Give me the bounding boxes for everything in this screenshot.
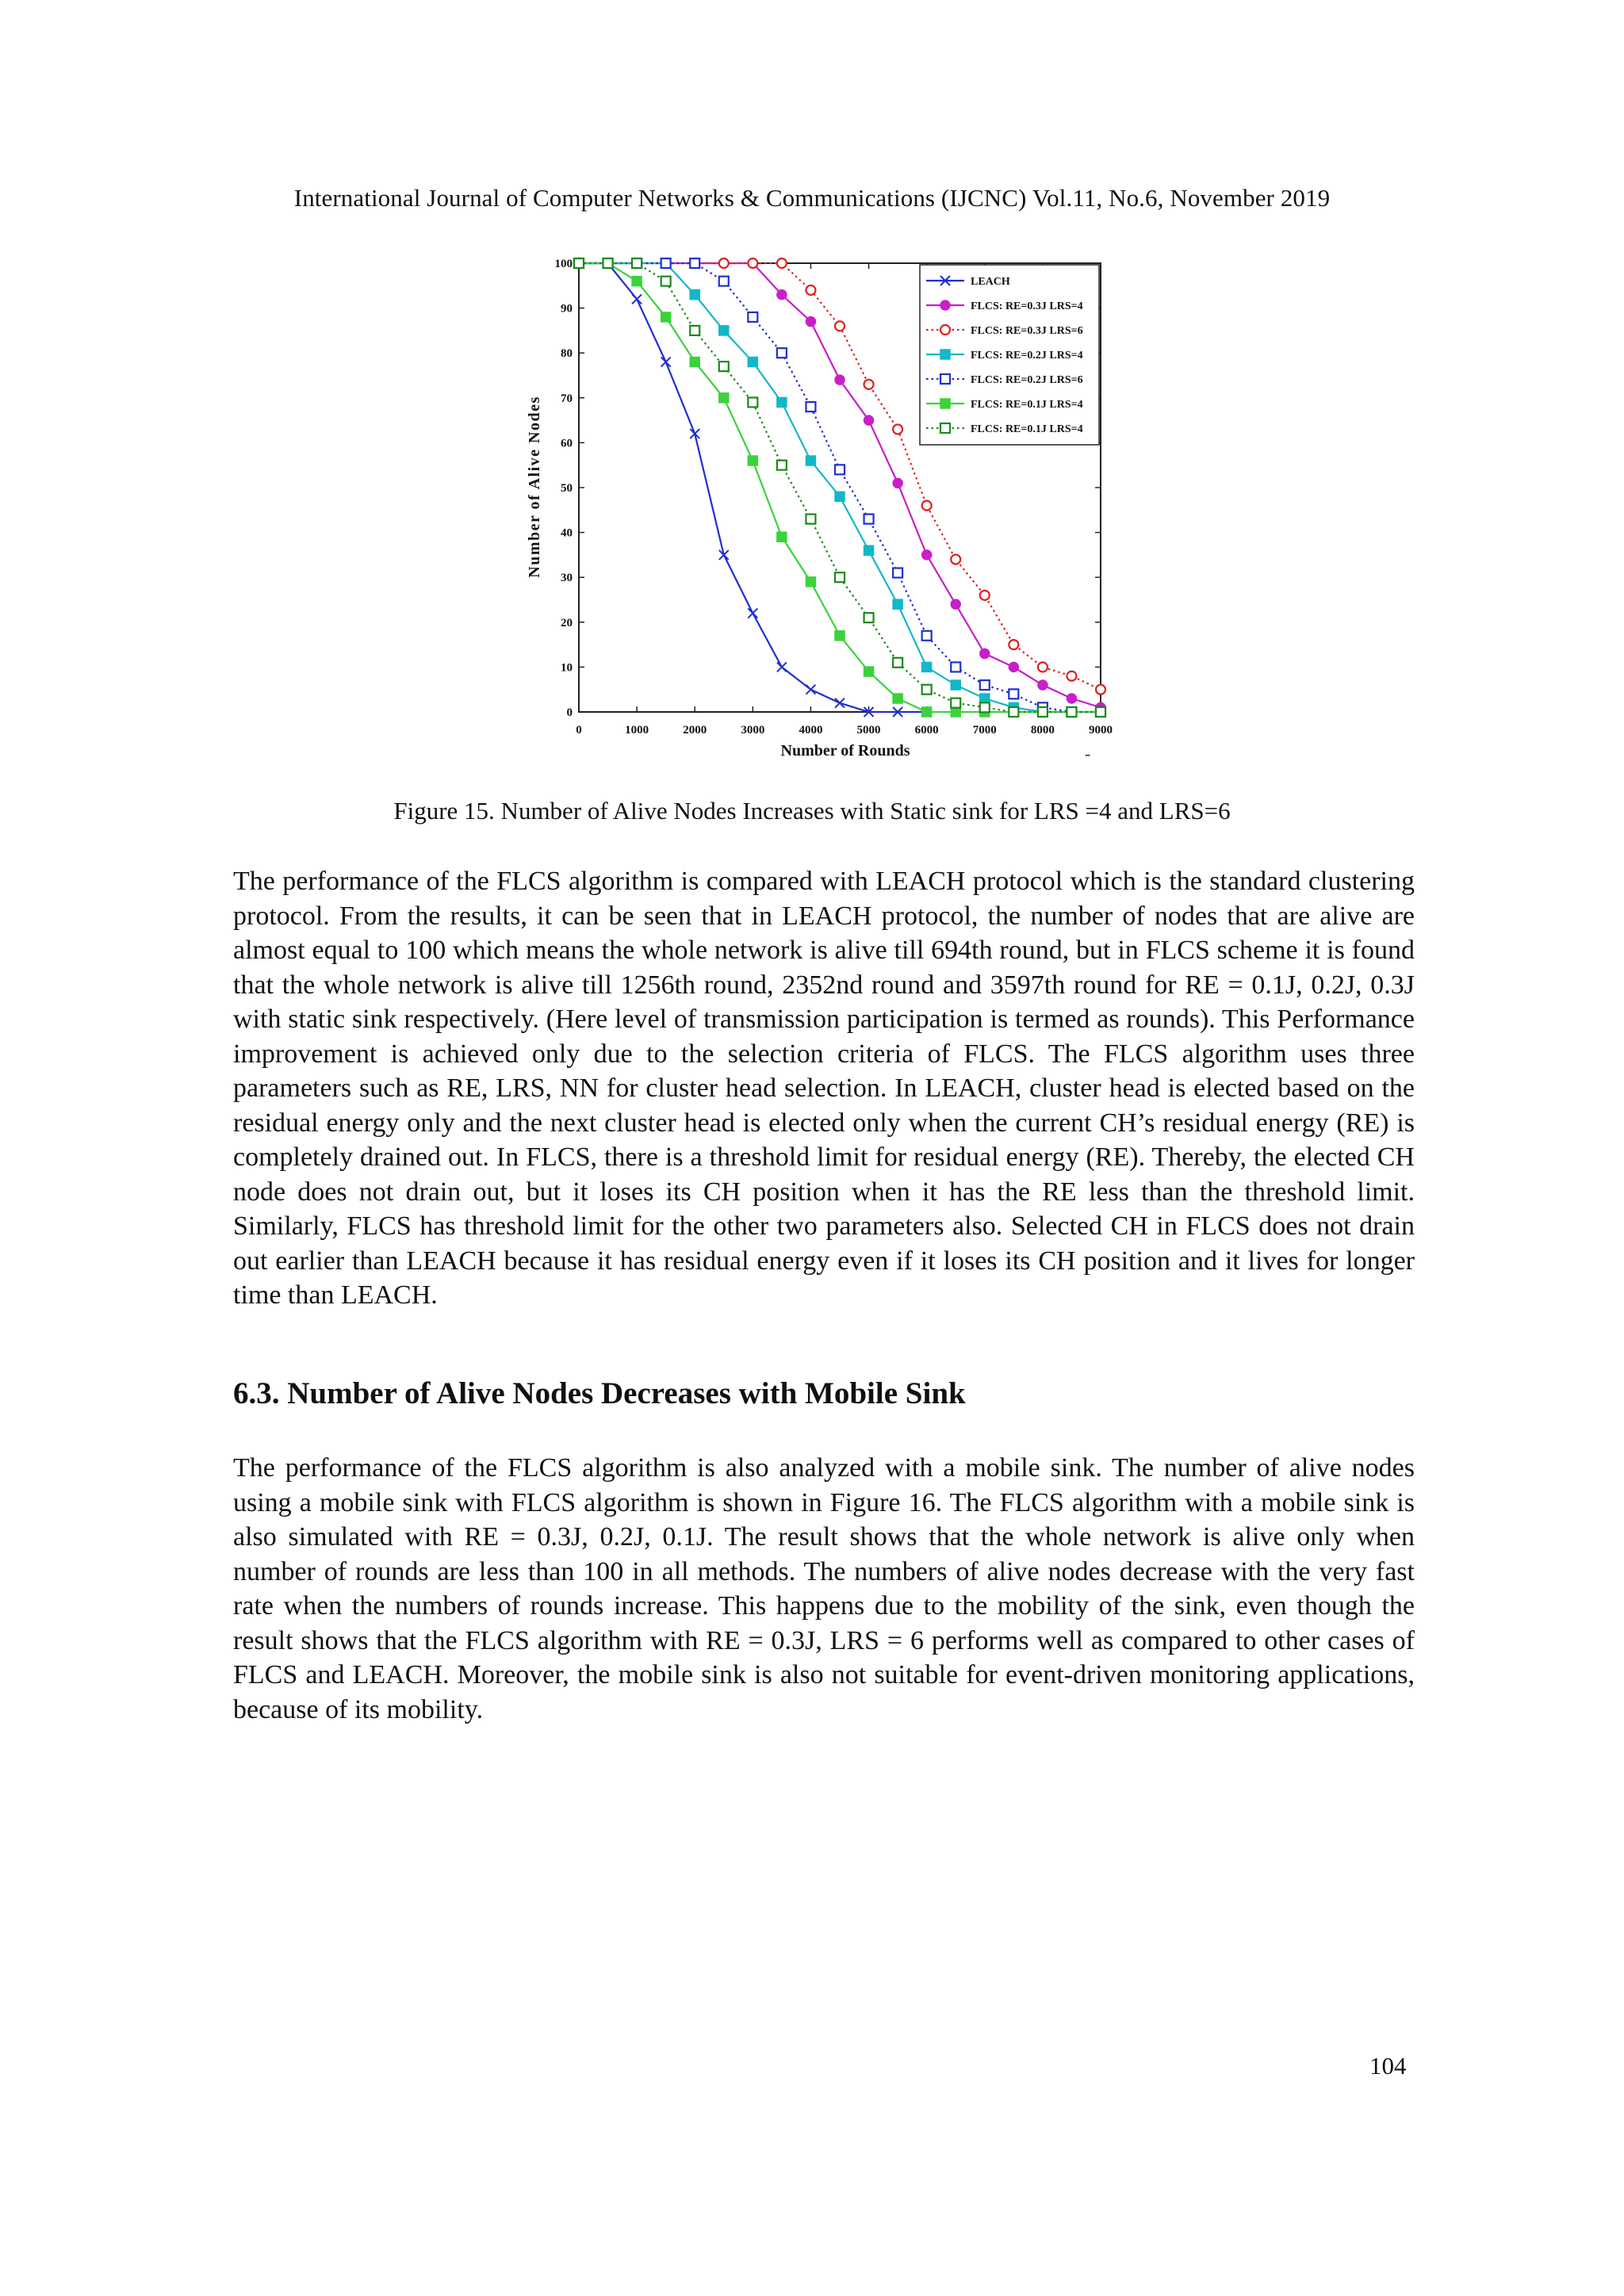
data-point-marker (864, 380, 874, 389)
y-tick-label: 100 (554, 258, 573, 270)
data-point-marker (951, 662, 960, 672)
data-point-marker (806, 515, 815, 524)
section-heading: 6.3. Number of Alive Nodes Decreases with Mobile Sink (233, 1376, 966, 1410)
data-point-marker (835, 631, 845, 641)
data-point-marker (1067, 694, 1076, 703)
data-point-marker (922, 685, 932, 695)
figure-15 (523, 252, 1126, 767)
stray-mark: - (1085, 744, 1091, 763)
data-point-marker (864, 613, 874, 622)
legend-entry (926, 374, 1083, 386)
data-point-marker (719, 277, 729, 286)
data-point-marker (748, 312, 757, 322)
data-point-marker (748, 456, 757, 465)
data-point-marker (777, 532, 787, 541)
data-point-marker (893, 478, 902, 488)
data-point-marker (922, 662, 932, 672)
data-point-marker (940, 423, 950, 433)
data-point-marker (748, 397, 757, 407)
data-point-marker (777, 348, 787, 358)
data-point-marker (951, 555, 960, 564)
data-point-marker (864, 545, 874, 555)
data-point-marker (1038, 680, 1048, 690)
legend-label: FLCS: RE=0.2J LRS=4 (971, 350, 1083, 362)
data-point-marker (980, 694, 990, 703)
data-point-marker (893, 658, 902, 668)
data-point-marker (806, 402, 815, 411)
data-point-marker (1038, 662, 1048, 672)
data-point-marker (690, 290, 699, 300)
data-point-marker (806, 456, 815, 465)
y-tick-label: 60 (561, 437, 573, 450)
x-axis-label: Number of Rounds (780, 742, 910, 760)
data-point-marker (951, 698, 960, 708)
y-tick-label: 30 (561, 572, 573, 585)
data-point-marker (835, 375, 845, 385)
y-tick-label: 20 (561, 616, 573, 629)
data-point-marker (777, 461, 787, 470)
page-number: 104 (1369, 2052, 1407, 2080)
data-point-marker (777, 258, 787, 268)
x-tick-label: 3000 (741, 724, 765, 737)
data-point-marker (940, 374, 950, 384)
data-point-marker (940, 300, 950, 310)
legend-label: FLCS: RE=0.1J LRS=4 (971, 399, 1083, 411)
x-tick-label: 0 (576, 724, 582, 737)
data-point-marker (632, 277, 642, 286)
y-axis-label: Number of Alive Nodes (526, 396, 543, 578)
data-point-marker (864, 515, 874, 524)
x-tick-label: 5000 (856, 724, 881, 737)
data-point-marker (1096, 707, 1105, 717)
x-tick-label: 8000 (1030, 724, 1055, 737)
legend-entry (926, 399, 1083, 411)
x-tick-label: 2000 (683, 724, 707, 737)
y-tick-label: 40 (561, 526, 573, 540)
body-paragraph-1: The performance of the FLCS algorithm is compared with LEACH protocol which is the standard clustering protocol. From the results, it can be seen that in LEACH protocol, the number of nodes that are alive are almost equal to 100 which means the whole network is alive till 694th round, but in FLCS scheme it is found that the whole network is alive till 1256th round, 2352nd round and 3597th round for RE = 0.1J, 0.2J, 0.3J with static sink respectively. (Here level of transmission participation is termed as rounds). This Performance improvement is achieved only due to the selection criteria of FLCS. The FLCS algorithm uses three parameters such as RE, LRS, NN for cluster head selection. In LEACH, cluster head is elected based on the residual energy only and the next cluster head is elected only when the current CH’s residual energy (RE) is completely drained out. In FLCS, there is a threshold limit for residual energy (RE). Thereby, the elected CH node does not drain out, but it loses its CH position when it has the RE less than the threshold limit. Similarly, FLCS has threshold limit for the other two parameters also. Selected CH in FLCS does not drain out earlier than LEACH because it has residual energy even if it loses its CH position and it lives for longer time than LEACH. (233, 867, 1415, 1310)
data-point-marker (940, 350, 950, 359)
data-point-marker (940, 399, 950, 408)
legend-label: FLCS: RE=0.1J LRS=4 (971, 423, 1083, 435)
data-point-marker (806, 317, 815, 327)
chart-legend-layer (920, 265, 1099, 445)
data-point-marker (951, 707, 960, 717)
data-point-marker (1009, 640, 1018, 649)
data-point-marker (719, 326, 729, 335)
data-point-marker (690, 326, 699, 335)
data-point-marker (632, 258, 642, 268)
data-point-marker (835, 492, 845, 501)
legend-label: LEACH (971, 276, 1010, 288)
alive-nodes-chart (523, 252, 1126, 767)
data-point-marker (922, 631, 932, 641)
y-tick-label: 0 (566, 706, 573, 719)
data-point-marker (661, 312, 671, 322)
legend-label: FLCS: RE=0.2J LRS=6 (971, 374, 1083, 386)
data-point-marker (835, 321, 845, 331)
data-point-marker (719, 258, 729, 268)
data-point-marker (603, 258, 613, 268)
data-point-marker (661, 258, 671, 268)
data-point-marker (951, 680, 960, 690)
journal-header: International Journal of Computer Networks & Communications (IJCNC) Vol.11, No.6, November 2019 (293, 184, 1331, 212)
legend-label: FLCS: RE=0.3J LRS=4 (971, 300, 1083, 312)
data-point-marker (1009, 689, 1018, 698)
data-point-marker (1038, 707, 1048, 717)
y-tick-label: 10 (561, 661, 573, 675)
y-tick-label: 50 (561, 482, 573, 495)
data-point-marker (980, 649, 990, 658)
data-point-marker (893, 424, 902, 434)
y-tick-label: 80 (561, 347, 573, 361)
x-tick-label: 9000 (1089, 724, 1113, 737)
data-point-marker (1067, 707, 1076, 717)
data-point-marker (940, 325, 950, 335)
data-point-marker (893, 599, 902, 609)
data-point-marker (806, 285, 815, 295)
data-point-marker (719, 362, 729, 371)
data-point-marker (748, 358, 757, 367)
data-point-marker (922, 707, 932, 717)
data-point-marker (922, 501, 932, 511)
x-tick-label: 1000 (625, 724, 649, 737)
body-paragraph-2: The performance of the FLCS algorithm is also analyzed with a mobile sink. The number of alive nodes using a mobile sink with FLCS algorithm is shown in Figure 16. The FLCS algorithm with a mobile sink is also simulated with RE = 0.3J, 0.2J, 0.1J. The result shows that the whole network is alive only when number of rounds are less than 100 in all methods. The numbers of alive nodes decrease with the very fast rate when the numbers of rounds increase. This happens due to the mobility of the sink, even though the result shows that the FLCS algorithm with RE = 0.3J, LRS = 6 performs well as compared to other cases of FLCS and LEACH. Moreover, the mobile sink is also not suitable for event-driven monitoring applications, because of its mobility. (233, 1453, 1415, 1724)
data-point-marker (690, 258, 699, 268)
data-point-marker (980, 702, 990, 712)
y-tick-label: 90 (561, 302, 573, 316)
data-point-marker (1067, 672, 1076, 681)
data-point-marker (835, 572, 845, 582)
data-point-marker (748, 258, 757, 268)
legend-entry (926, 423, 1083, 435)
data-point-marker (777, 397, 787, 407)
data-point-marker (864, 667, 874, 676)
data-point-marker (1009, 662, 1018, 672)
data-point-marker (951, 599, 960, 609)
data-point-marker (893, 568, 902, 578)
data-point-marker (806, 577, 815, 587)
y-tick-label: 70 (561, 392, 573, 405)
data-point-marker (661, 277, 671, 286)
data-point-marker (864, 415, 874, 425)
data-point-marker (690, 358, 699, 367)
data-point-marker (1096, 685, 1105, 695)
data-point-marker (922, 550, 932, 560)
legend-entry (926, 350, 1083, 362)
figure-caption: Figure 15. Number of Alive Nodes Increases with Static sink for LRS =4 and LRS=6 (393, 797, 1231, 825)
data-point-marker (980, 591, 990, 600)
data-point-marker (835, 465, 845, 474)
data-point-marker (1009, 707, 1018, 717)
data-point-marker (980, 680, 990, 690)
x-tick-label: 7000 (972, 724, 997, 737)
data-point-marker (893, 694, 902, 703)
legend-label: FLCS: RE=0.3J LRS=6 (971, 325, 1083, 337)
data-point-marker (777, 290, 787, 300)
data-point-marker (574, 258, 584, 268)
x-tick-label: 6000 (914, 724, 939, 737)
x-tick-label: 4000 (799, 724, 823, 737)
data-point-marker (719, 393, 729, 403)
